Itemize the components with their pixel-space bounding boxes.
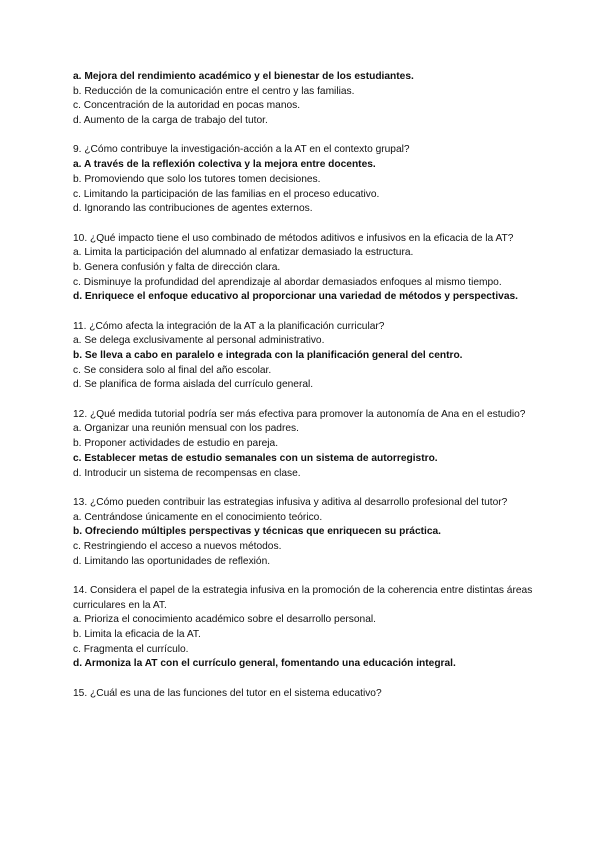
answer-option: a. Limita la participación del alumnado al enfatizar demasiado la estructura. [73,247,414,259]
question-block [73,143,533,217]
question-block [73,687,533,702]
answer-option: c. Se considera solo al final del año escolar. [73,364,272,376]
answer-option: a. Prioriza el conocimiento académico sobre el desarrollo personal. [73,614,376,626]
document-page [73,70,533,716]
question-text: 13. ¿Cómo pueden contribuir las estrategias infusiva y aditiva al desarrollo profesional del tutor? [73,496,508,508]
correct-answer-option: b. Ofreciendo múltiples perspectivas y técnicas que enriquecen su práctica. [73,526,442,538]
question-block [73,232,533,306]
answer-option: d. Limitando las oportunidades de reflexión. [73,555,271,567]
answer-option: c. Concentración de la autoridad en pocas manos. [73,100,301,112]
answer-option: a. Organizar una reunión mensual con los padres. [73,423,299,435]
correct-answer-option: a. Mejora del rendimiento académico y el bienestar de los estudiantes. [73,71,414,82]
question-text: 14. Considera el papel de la estrategia infusiva en la promoción de la coherencia entre distintas áreas curriculares en la AT. [73,584,533,611]
answer-option: a. Centrándose únicamente en el conocimiento teórico. [73,511,323,523]
answer-option: c. Fragmenta el currículo. [73,643,189,655]
answer-option: d. Introducir un sistema de recompensas en clase. [73,467,301,479]
question-text: 11. ¿Cómo afecta la integración de la AT a la planificación curricular? [73,320,385,332]
answer-option: b. Genera confusión y falta de dirección clara. [73,261,281,273]
answer-option: a. Se delega exclusivamente al personal administrativo. [73,335,325,347]
question-text: 9. ¿Cómo contribuye la investigación-acción a la AT en el contexto grupal? [73,144,410,156]
question-block [73,320,533,394]
answer-option: b. Proponer actividades de estudio en pareja. [73,438,279,450]
answer-option: b. Limita la eficacia de la AT. [73,629,201,641]
correct-answer-option: d. Armoniza la AT con el currículo general, fomentando una educación integral. [73,658,456,670]
question-text: 10. ¿Qué impacto tiene el uso combinado de métodos aditivos e infusivos en la eficacia de la AT? [73,232,514,244]
answer-option: b. Reducción de la comunicación entre el centro y las familias. [73,85,355,97]
answer-option: d. Ignorando las contribuciones de agentes externos. [73,203,313,215]
answer-option: d. Aumento de la carga de trabajo del tutor. [73,115,268,127]
answer-option: c. Restringiendo el acceso a nuevos métodos. [73,540,282,552]
answer-option: c. Limitando la participación de las familias en el proceso educativo. [73,188,380,200]
correct-answer-option: b. Se lleva a cabo en paralelo e integrada con la planificación general del centro. [73,350,463,362]
question-block [73,584,533,672]
answer-option: d. Se planifica de forma aislada del currículo general. [73,379,314,391]
question-block [73,70,533,129]
correct-answer-option: d. Enriquece el enfoque educativo al proporcionar una variedad de métodos y perspectivas. [73,291,518,303]
correct-answer-option: c. Establecer metas de estudio semanales con un sistema de autorregistro. [73,452,438,464]
question-text: 12. ¿Qué medida tutorial podría ser más efectiva para promover la autonomía de Ana en el estudio? [73,408,526,420]
question-block [73,496,533,570]
correct-answer-option: a. A través de la reflexión colectiva y la mejora entre docentes. [73,159,376,171]
question-block [73,408,533,482]
answer-option: b. Promoviendo que solo los tutores tomen decisiones. [73,173,321,185]
answer-option: c. Disminuye la profundidad del aprendizaje al abordar demasiados enfoques al mismo tiempo. [73,276,502,288]
question-text: 15. ¿Cuál es una de las funciones del tutor en el sistema educativo? [73,687,382,699]
